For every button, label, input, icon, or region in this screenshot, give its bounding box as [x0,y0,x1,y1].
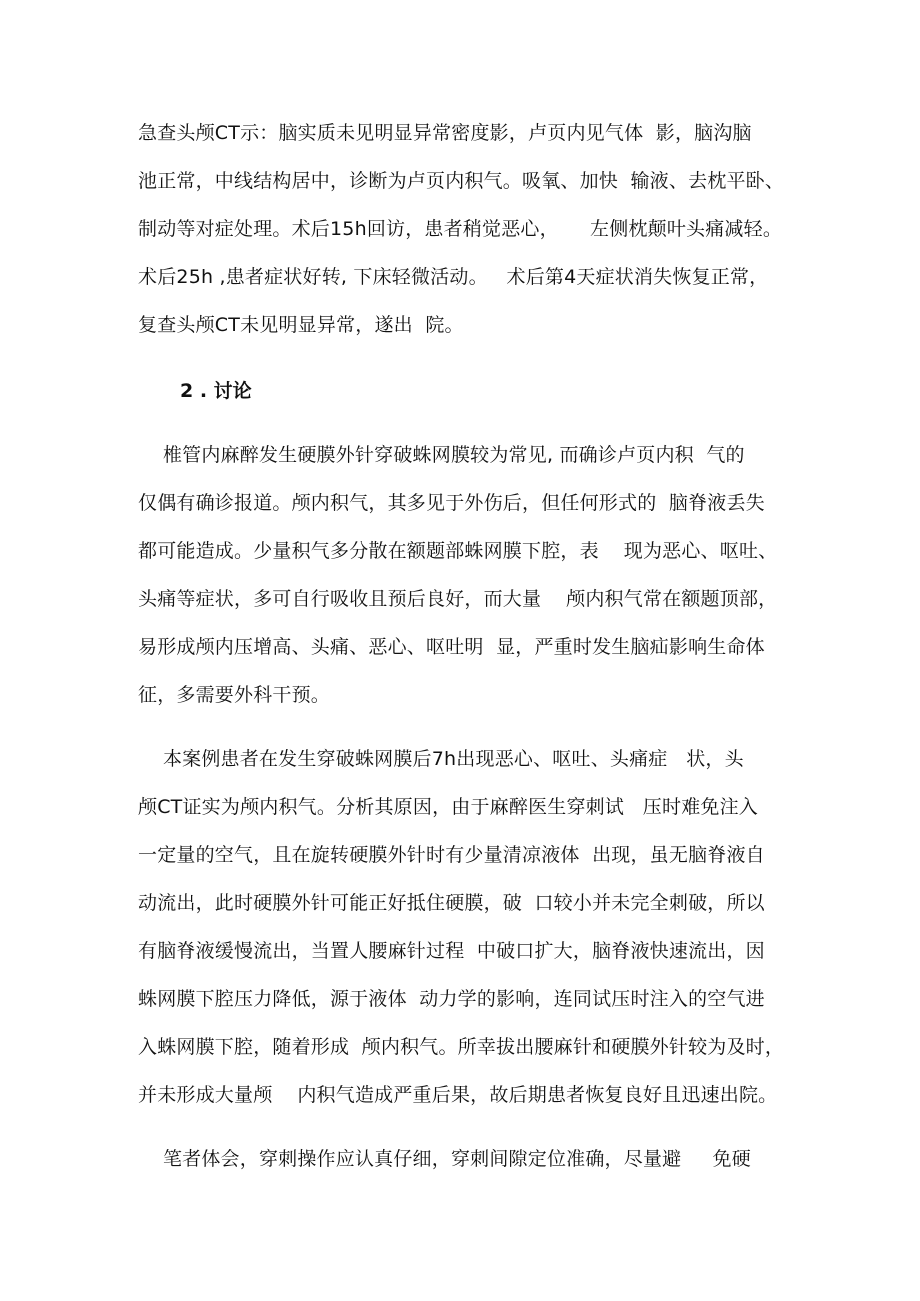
paragraph-2-line-5: 易形成颅内压增高、头痛、恶心、呕吐明 显，严重时发生脑疝影响生命体 [138,636,765,658]
paragraph-1-line-1: 急查头颅CT示：脑实质未见明显异常密度影，卢页内见气体 影，脑沟脑 [138,122,752,144]
paragraph-3-line-5: 有脑脊液缓慢流出，当置人腰麻针过程 中破口扩大，脑脊液快速流出，因 [138,940,765,962]
section-heading-discussion: 2 . 讨论 [180,380,252,402]
paragraph-2-line-2: 仅偶有确诊报道。颅内积气，其多见于外伤后，但任何形式的 脑脊液丢失 [138,492,765,514]
paragraph-1-line-5: 复查头颅CT未见明显异常，遂出 院。 [138,314,464,336]
paragraph-2-line-1: 椎管内麻醉发生硬膜外针穿破蛛网膜较为常见, 而确诊卢页内积 气的 [138,444,745,466]
paragraph-1-line-2: 池正常，中线结构居中，诊断为卢页内积气。吸氧、加快 输液、去枕平卧、 [138,170,785,192]
paragraph-2-line-6: 征，多需要外科干预。 [138,684,331,706]
paragraph-1-line-3: 制动等对症处理。术后15h回访，患者稍觉恶心， 左侧枕颠叶头痛减轻。 [138,218,783,240]
paragraph-4-line-1: 笔者体会，穿刺操作应认真仔细，穿刺间隙定位准确，尽量避 免硬 [138,1148,751,1170]
paragraph-3-line-3: 一定量的空气，且在旋转硬膜外针时有少量清凉液体 出现，虽无脑脊液自 [138,844,765,866]
paragraph-3-line-2: 颅CT证实为颅内积气。分析其原因，由于麻醉医生穿刺试 压时难免注入 [138,796,758,818]
paragraph-1-line-4: 术后25h ,患者症状好转, 下床轻微活动。 术后第4天症状消失恢复正常， [138,266,769,288]
paragraph-3-line-7: 入蛛网膜下腔，随着形成 颅内积气。所幸拔出腰麻针和硬膜外针较为及时， [138,1036,785,1058]
paragraph-3-line-6: 蛛网膜下腔压力降低，源于液体 动力学的影响，连同试压时注入的空气进 [138,988,765,1010]
paragraph-3-line-8: 并未形成大量颅 内积气造成严重后果，故后期患者恢复良好且迅速出院。 [138,1084,778,1106]
paragraph-2-line-3: 都可能造成。少量积气多分散在额题部蛛网膜下腔，表 现为恶心、呕吐、 [138,540,778,562]
paragraph-3-line-1: 本案例患者在发生穿破蛛网膜后7h出现恶心、呕吐、头痛症 状，头 [138,748,744,770]
paragraph-3-line-4: 动流出，此时硬膜外针可能正好抵住硬膜，破 口较小并未完全刺破，所以 [138,892,765,914]
paragraph-2-line-4: 头痛等症状，多可自行吸收且预后良好，而大量 颅内积气常在额题顶部， [138,588,778,610]
